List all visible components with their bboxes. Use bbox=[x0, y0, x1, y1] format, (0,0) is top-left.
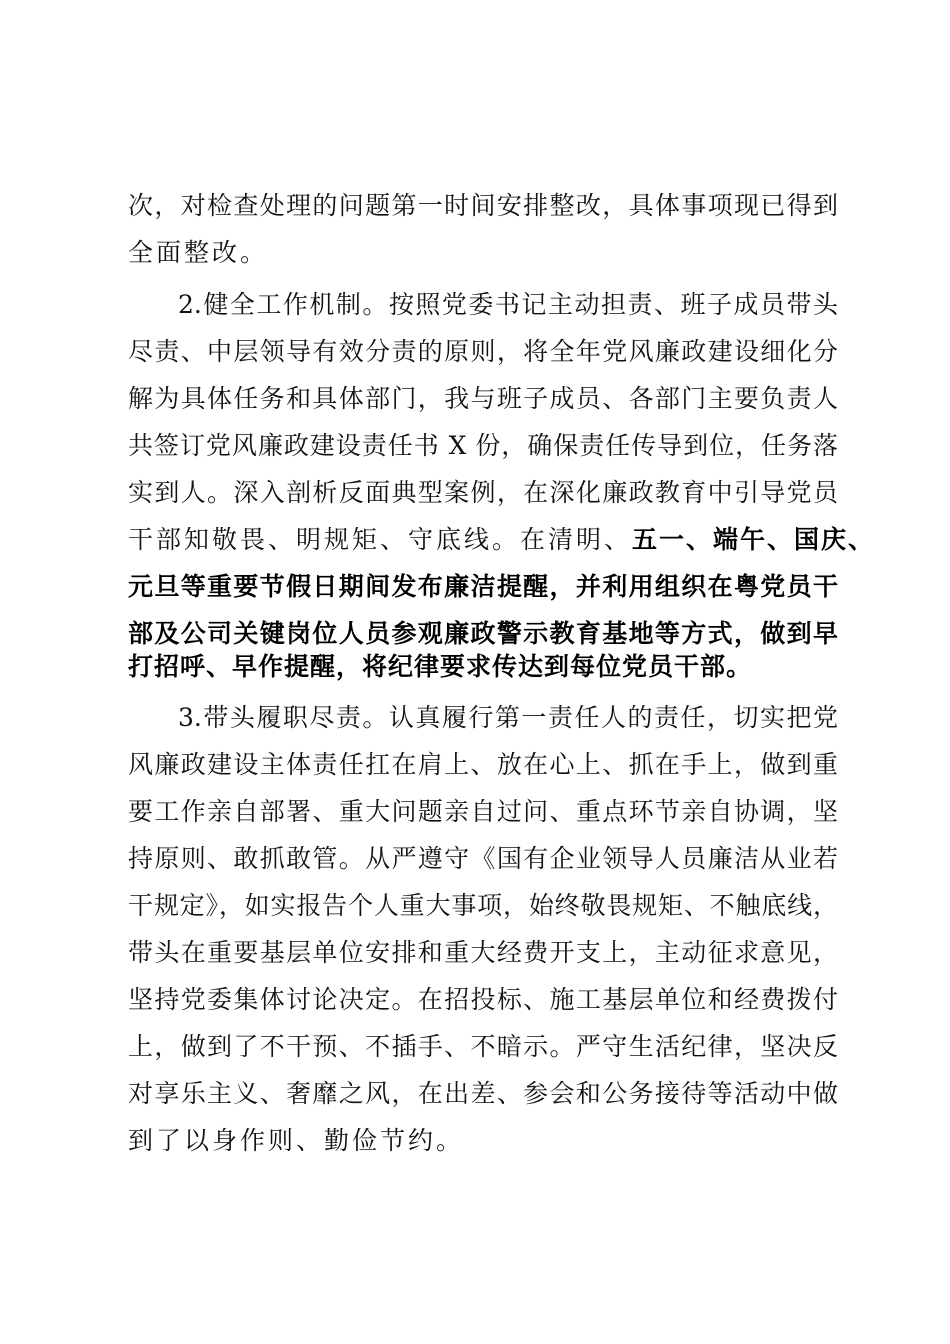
paragraph-line: 解为具体任务和具体部门，我与班子成员、各部门主要负责人 bbox=[128, 384, 838, 413]
paragraph-line: 带头在重要基层单位安排和重大经费开支上，主动征求意见， bbox=[128, 938, 838, 967]
paragraph-line-bold: 部及公司关键岗位人员参观廉政警示教育基地等方式，做到早 bbox=[128, 619, 838, 648]
section-heading-line: 2.健全工作机制。按照党委书记主动担责、班子成员带头 bbox=[178, 290, 838, 319]
paragraph-line-mixed bbox=[128, 520, 876, 560]
paragraph-line: 干规定》，如实报告个人重大事项，始终敬畏规矩、不触底线， bbox=[128, 891, 838, 920]
paragraph-line: 持原则、敢抓敢管。从严遵守《国有企业领导人员廉洁从业若 bbox=[128, 844, 838, 873]
paragraph-line: 到了以身作则、勤俭节约。 bbox=[128, 1126, 465, 1155]
paragraph-line: 次，对检查处理的问题第一时间安排整改，具体事项现已得到 bbox=[128, 191, 838, 220]
paragraph-line-bold: 元旦等重要节假日期间发布廉洁提醒，并利用组织在粤党员干 bbox=[128, 572, 838, 601]
paragraph-text-regular: 干部知敬畏、明规矩、守底线。在清明、 bbox=[128, 525, 633, 554]
paragraph-text-bold: 五一、端午、国庆、 bbox=[632, 525, 876, 554]
paragraph-line: 共签订党风廉政建设责任书 X 份，确保责任传导到位，任务落 bbox=[128, 431, 838, 460]
paragraph-line: 上，做到了不干预、不插手、不暗示。严守生活纪律，坚决反 bbox=[128, 1032, 838, 1061]
paragraph-line: 对享乐主义、奢靡之风，在出差、参会和公务接待等活动中做 bbox=[128, 1079, 838, 1108]
paragraph-line: 实到人。深入剖析反面典型案例，在深化廉政教育中引导党员 bbox=[128, 478, 838, 507]
section-heading-line: 3.带头履职尽责。认真履行第一责任人的责任，切实把党 bbox=[178, 703, 838, 732]
paragraph-line: 全面整改。 bbox=[128, 238, 269, 267]
paragraph-line: 坚持党委集体讨论决定。在招投标、施工基层单位和经费拨付 bbox=[128, 985, 838, 1014]
paragraph-line: 要工作亲自部署、重大问题亲自过问、重点环节亲自协调，坚 bbox=[128, 797, 838, 826]
paragraph-line-bold: 打招呼、早作提醒，将纪律要求传达到每位党员干部。 bbox=[128, 652, 753, 681]
paragraph-line: 风廉政建设主体责任扛在肩上、放在心上、抓在手上，做到重 bbox=[128, 750, 838, 779]
paragraph-line: 尽责、中层领导有效分责的原则，将全年党风廉政建设细化分 bbox=[128, 337, 838, 366]
